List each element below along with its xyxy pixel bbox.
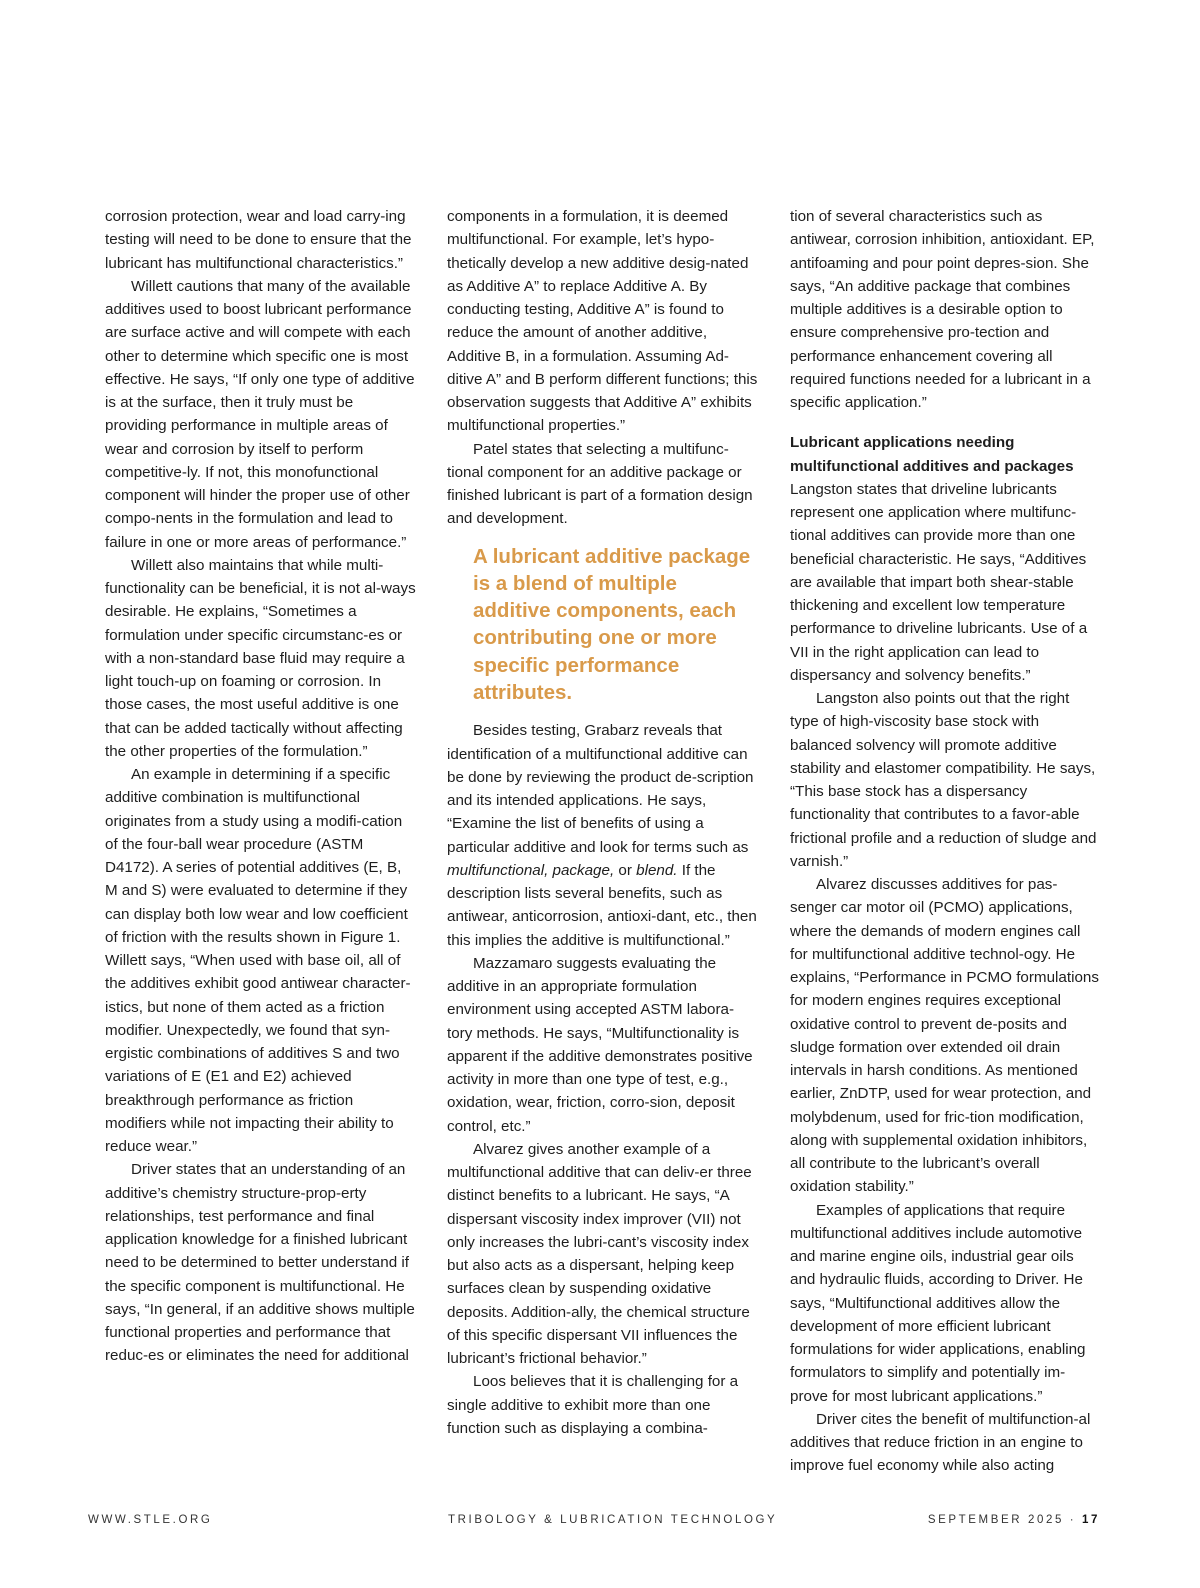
paragraph: corrosion protection, wear and load carry-ing testing will need to be done to ensure that the lubricant has multifunctional characteristics.” <box>105 208 412 272</box>
paragraph: Driver cites the benefit of multifunction-al additives that reduce friction in an engine to improve fuel economy while also acting <box>790 1410 1091 1475</box>
article-column-1 <box>105 205 417 1368</box>
footer-separator: · <box>1069 1514 1077 1526</box>
paragraph: Patel states that selecting a multifunc-tional component for an additive package or finished lubricant is part of a formation design and development. <box>447 440 753 528</box>
page-number: 17 <box>1082 1514 1100 1526</box>
paragraph: Langston states that driveline lubricants represent one application where multifunc-tional additives can provide more than one beneficial characteristic. He says, “Additives are available that impart both shear-stable thickening and excellent low temperature performance to driveline lubricants. Use of a VII in the right application can lead to dispersancy and solvency benefits.” <box>790 480 1088 684</box>
paragraph <box>447 719 759 952</box>
paragraph: Willett also maintains that while multi-functionality can be beneficial, it is not al-ways desirable. He explains, “Sometimes a formulation under specific circumstanc-es or with a non-standard base fluid may require a light touch-up on foaming or corrosion. In those cases, the most useful additive is one that can be added tactically without affecting the other properties of the formulation.” <box>105 556 416 760</box>
footer-publication: TRIBOLOGY & LUBRICATION TECHNOLOGY <box>448 1514 778 1526</box>
footer-date: SEPTEMBER 2025 <box>927 1514 1064 1526</box>
footer-website: WWW.STLE.ORG <box>88 1514 213 1526</box>
paragraph: Mazzamaro suggests evaluating the additive in an appropriate formulation environment using accepted ASTM labora-tory methods. He says, “Multifunctionality is apparent if the additive demonstrates positive activity in more than one type of test, e.g., oxidation, wear, friction, corro-sion, deposit control, etc.” <box>447 954 753 1135</box>
paragraph: Alvarez discusses additives for pas-senger car motor oil (PCMO) applications, where the demands of modern engines call for multifunctional additive technol-ogy. He explains, “Performance in PCMO formulations for modern engines requires exceptional oxidative control to prevent de-posits and sludge formation over extended oil drain intervals in harsh conditions. As mentioned earlier, ZnDTP, used for wear protection, and molybdenum, used for fric-tion modification, along with supplemental oxidation inhibitors, all contribute to the lubricant’s overall oxidation stability.” <box>790 876 1099 1196</box>
pull-quote: A lubricant additive package is a blend of multiple additive components, each contributing one or more specific performance attributes. <box>473 544 751 704</box>
paragraph: Examples of applications that require multifunctional additives include automotive and marine engine oils, industrial gear oils and hydraulic fluids, according to Driver. He says, “Multifunctional additives allow the development of more efficient lubricant formulations for wider applications, enabling formulators to simplify and potentially im-prove for most lubricant applications.” <box>790 1201 1086 1405</box>
paragraph: components in a formulation, it is deemed multifunctional. For example, let’s hypo-thetically develop a new additive desig-nated as Additive A” to replace Additive A. By conducting testing, Additive A” is found to reduce the amount of another additive, Additive B, in a formulation. Assuming Ad-ditive A” and B perform different functions; this observation suggests that Additive A” exhibits multifunctional properties.” <box>447 208 758 435</box>
paragraph: tion of several characteristics such as antiwear, corrosion inhibition, antioxidant. EP, antifoaming and pour point depres-sion. She says, “An additive package that combines multiple additives is a desirable option to ensure comprehensive pro-tection and performance enhancement covering all required functions needed for a lubricant in a specific application.” <box>790 208 1095 411</box>
section-heading: Lubricant applications needing multifunctional additives and packages <box>790 434 1074 475</box>
paragraph: Loos believes that it is challenging for a single additive to exhibit more than one function such as displaying a combina- <box>447 1373 739 1437</box>
paragraph: Driver states that an understanding of an additive’s chemistry structure-prop-erty relationships, test performance and final application knowledge for a finished lubricant need to be determined to better understand if the specific component is multifunctional. He says, “In general, if an additive shows multiple functional properties and performance that reduc-es or eliminates the need for additional <box>105 1161 415 1365</box>
italic-term: multifunctional, package, <box>447 861 615 879</box>
paragraph: An example in determining if a specific additive combination is multifunctional originates from a study using a modifi-cation of the four-ball wear procedure (ASTM D4172). A series of potential additives (E, B, M and S) were evaluated to determine if they can display both low wear and low coefficient of friction with the results shown in Figure 1. Willett says, “When used with base oil, all of the additives exhibit good antiwear character-istics, but none of them acted as a friction modifier. Unexpectedly, we found that syn-ergistic combinations of additives S and two variations of E (E1 and E2) achieved breakthrough performance as friction modifiers while not impacting their ability to reduce wear.” <box>105 766 411 1155</box>
text-run: Besides testing, Grabarz reveals that identification of a multifunctional additive can be done by reviewing the product de-scription and its intended applications. He says, “Examine the list of benefits of using a particular additive and look for terms such as <box>447 722 754 856</box>
paragraph: Willett cautions that many of the available additives used to boost lubricant performance are surface active and will compete with each other to determine which specific one is most effective. He says, “If only one type of additive is at the surface, then it truly must be providing performance in multiple areas of wear and corrosion by itself to perform competitive-ly. If not, this monofunctional component will hinder the proper use of other compo-nents in the formulation and lead to failure in one or more areas of performance.” <box>105 277 415 551</box>
italic-term: blend. <box>636 861 678 879</box>
paragraph: Langston also points out that the right type of high-viscosity base stock with balanced solvency will promote additive stability and elastomer compatibility. He says, “This base stock has a dispersancy functionality that contributes to a favor-able frictional profile and a reduction of sludge and varnish.” <box>790 690 1097 870</box>
paragraph: Alvarez gives another example of a multifunctional additive that can deliv-er three distinct benefits to a lubricant. He says, “A dispersant viscosity index improver (VII) not only increases the lubri-cant’s viscosity index but also acts as a dispersant, helping keep surfaces clean by suspending oxidative deposits. Addition-ally, the chemical structure of this specific dispersant VII influences the lubricant’s frictional behavior.” <box>447 1140 752 1368</box>
footer-date-page <box>928 1514 1100 1526</box>
text-run: If the description lists several benefits, such as antiwear, anticorrosion, antioxi-dant, etc., then this implies the additive is multifunctional.” <box>447 861 757 949</box>
article-column-3 <box>790 205 1102 1478</box>
article-column-2 <box>447 205 759 1440</box>
text-run: or <box>614 861 637 879</box>
